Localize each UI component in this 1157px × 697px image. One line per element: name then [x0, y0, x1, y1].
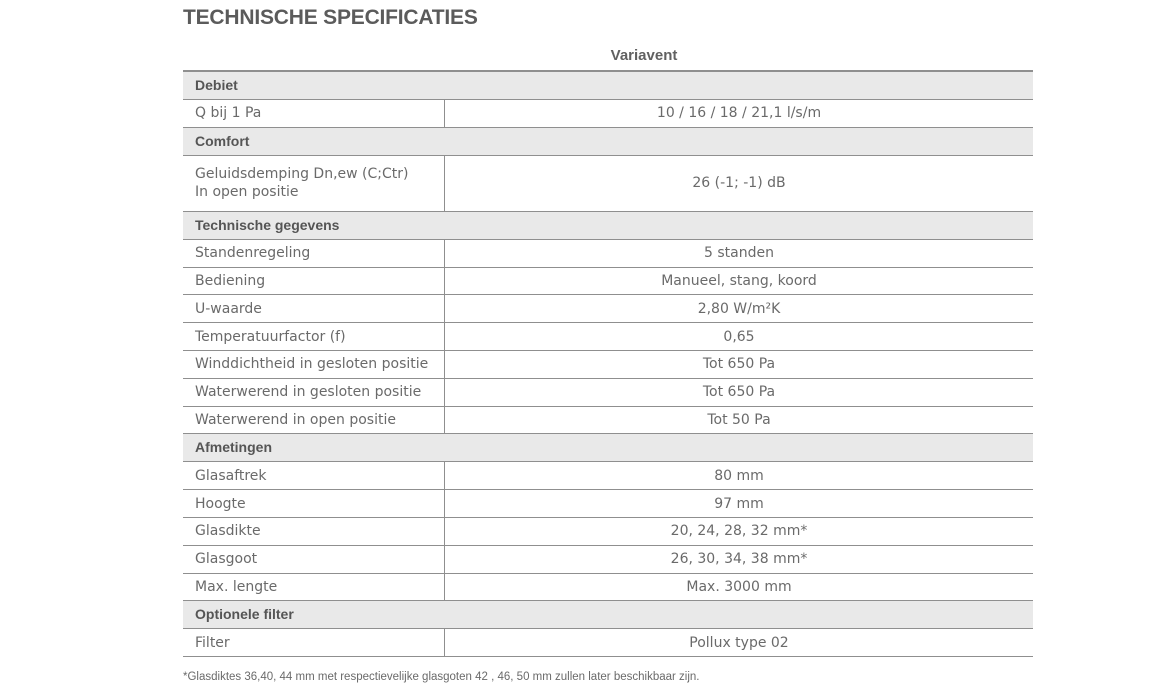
row-label: Bediening [183, 268, 445, 295]
row-value: 0,65 [723, 328, 755, 345]
row-value: 80 mm [714, 467, 764, 484]
row-value: 2,80 W/m²K [697, 300, 781, 317]
row-label: Winddichtheid in gesloten positie [183, 351, 445, 378]
table-row [183, 156, 1033, 212]
table-row [183, 240, 1033, 268]
row-value: 20, 24, 28, 32 mm* [670, 523, 808, 540]
row-value: 97 mm [714, 495, 764, 512]
row-label: Max. lengte [183, 574, 445, 601]
row-value: Tot 50 Pa [707, 411, 771, 428]
row-label [183, 156, 445, 211]
table-row [183, 268, 1033, 296]
row-value: Tot 650 Pa [702, 384, 776, 401]
row-label: Hoogte [183, 490, 445, 517]
row-value: 10 / 16 / 18 / 21,1 l/s/m [656, 105, 822, 122]
section-header-technische-gegevens: Technische gegevens [183, 212, 1033, 240]
row-value: 26, 30, 34, 38 mm* [670, 551, 808, 568]
row-label: Waterwerend in open positie [183, 407, 445, 434]
table-row [183, 379, 1033, 407]
table-row [183, 518, 1033, 546]
row-label: Waterwerend in gesloten positie [183, 379, 445, 406]
footnote: *Glasdiktes 36,40, 44 mm met respectievelijke glasgoten 42 , 46, 50 mm zullen later beschikbaar zijn. [183, 671, 700, 683]
table-row [183, 490, 1033, 518]
row-value: 5 standen [704, 245, 774, 262]
row-value: Pollux type 02 [689, 634, 789, 651]
section-header-optionele-filter: Optionele filter [183, 601, 1033, 629]
row-value: Max. 3000 mm [686, 578, 792, 595]
table-row [183, 100, 1033, 128]
row-label: U-waarde [183, 295, 445, 322]
row-label: Glasdikte [183, 518, 445, 545]
row-label-line-1: Geluidsdemping Dn,ew (C;Ctr) [195, 166, 409, 183]
row-label: Glasaftrek [183, 462, 445, 489]
row-label: Standenregeling [183, 240, 445, 267]
row-label: Glasgoot [183, 546, 445, 573]
row-value: Tot 650 Pa [702, 356, 776, 373]
table-row [183, 351, 1033, 379]
table-row [183, 574, 1033, 602]
row-label-line-2: In open positie [195, 184, 299, 201]
row-label: Filter [183, 629, 445, 656]
row-value: Manueel, stang, koord [661, 272, 817, 289]
row-label: Temperatuurfactor (f) [183, 323, 445, 350]
section-header-debiet: Debiet [183, 72, 1033, 100]
section-header-afmetingen: Afmetingen [183, 434, 1033, 462]
table-row [183, 462, 1033, 490]
column-header [183, 42, 1033, 72]
page-title: TECHNISCHE SPECIFICATIES [183, 6, 478, 29]
row-value: 26 (-1; -1) dB [692, 175, 786, 192]
table-row [183, 629, 1033, 657]
table-row [183, 295, 1033, 323]
column-header-label: Variavent [610, 47, 678, 64]
spec-table [183, 42, 1033, 657]
table-row [183, 546, 1033, 574]
table-row [183, 323, 1033, 351]
section-header-comfort: Comfort [183, 128, 1033, 156]
row-label: Q bij 1 Pa [183, 100, 445, 127]
table-row [183, 407, 1033, 435]
